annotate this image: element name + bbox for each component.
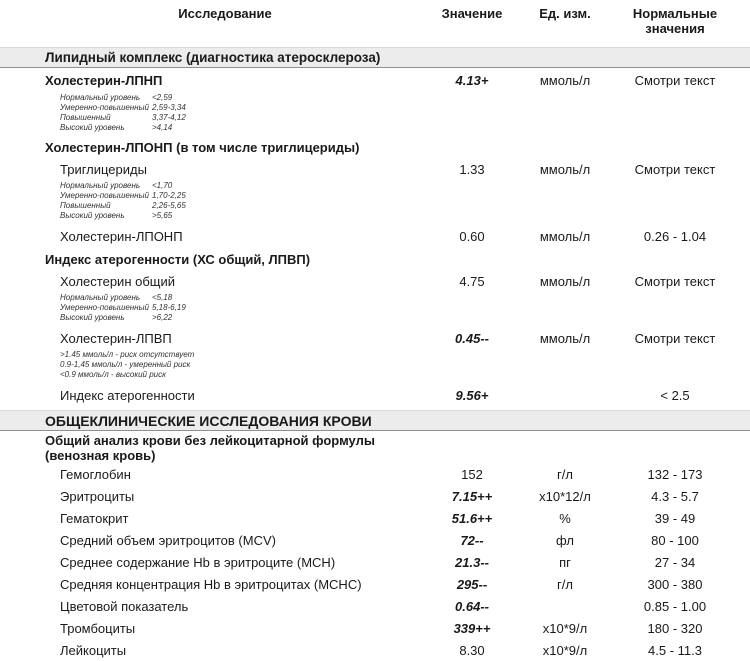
test-name: Средняя концентрация Hb в эритроцитах (MCHC)	[60, 576, 362, 592]
column-header-value: Значение	[441, 6, 503, 21]
note-line: Нормальный уровень <1,70	[60, 181, 173, 190]
reference-notes-ldl	[60, 93, 750, 133]
test-value: 4.75	[459, 273, 485, 289]
test-name: Эритроциты	[60, 488, 135, 504]
test-name: Гематокрит	[60, 510, 129, 526]
table-row-erythrocytes	[0, 485, 750, 507]
test-value: 152	[461, 466, 483, 482]
test-value: 7.15++	[451, 488, 493, 504]
table-row-atherogenic-index	[0, 384, 750, 406]
test-unit: х10*9/л	[542, 642, 588, 658]
note-line: >1.45 ммоль/л - риск отсутствует	[60, 350, 195, 359]
test-name: Холестерин-ЛПНП	[45, 72, 163, 88]
test-unit: х10*12/л	[539, 488, 591, 504]
table-row-total-cholesterol	[0, 270, 750, 292]
test-unit: г/л	[557, 576, 573, 592]
table-row-hemoglobin	[0, 463, 750, 485]
test-normal: 4.5 - 11.3	[648, 642, 702, 658]
test-normal: 300 - 380	[647, 576, 703, 592]
group-header-cbc	[0, 433, 750, 463]
column-header-normal-line1: Нормальные	[632, 6, 718, 21]
table-row-triglycerides	[0, 158, 750, 180]
table-row-hdl	[0, 327, 750, 349]
table-row-mch	[0, 551, 750, 573]
section-band-lipid	[0, 47, 750, 68]
test-unit: ммоль/л	[539, 72, 591, 88]
note-line: Высокий уровень >6,22	[60, 313, 173, 322]
test-normal: 180 - 320	[647, 620, 703, 636]
test-value: 0.64--	[455, 598, 489, 614]
group-header-vldl	[0, 137, 750, 158]
test-value: 339++	[453, 620, 491, 636]
test-normal: 0.26 - 1.04	[643, 228, 707, 244]
test-value: 4.13+	[455, 72, 489, 88]
test-value: 295--	[456, 576, 488, 592]
table-row-color-index	[0, 595, 750, 617]
test-unit: ммоль/л	[539, 228, 591, 244]
test-value: 0.45--	[455, 330, 489, 346]
note-line: <0.9 ммоль/л - высокий риск	[60, 370, 166, 379]
test-name: Гемоглобин	[60, 466, 131, 482]
table-row-hematocrit	[0, 507, 750, 529]
note-line: Умеренно-повышенный 1,70-2,25	[60, 191, 186, 200]
note-line: Высокий уровень >5,65	[60, 211, 173, 220]
section-title-lipid: Липидный комплекс (диагностика атеросклероза)	[45, 50, 381, 65]
note-line: Нормальный уровень <2,59	[60, 93, 173, 102]
test-name: Триглицериды	[60, 161, 147, 177]
test-name: Тромбоциты	[60, 620, 136, 636]
test-unit: г/л	[557, 466, 573, 482]
test-unit: ммоль/л	[539, 330, 591, 346]
reference-notes-total-cholesterol	[60, 293, 750, 323]
table-row-platelets	[0, 617, 750, 639]
note-line: Нормальный уровень <5,18	[60, 293, 173, 302]
table-row-ldl	[0, 68, 750, 92]
test-normal: 132 - 173	[647, 466, 703, 482]
test-name: Средний объем эритроцитов (MCV)	[60, 532, 276, 548]
column-header-unit: Ед. изм.	[539, 6, 591, 21]
column-header-test: Исследование	[178, 6, 272, 21]
test-value: 21.3--	[455, 554, 489, 570]
test-unit: пг	[559, 554, 571, 570]
test-name: Среднее содержание Hb в эритроците (MCH)	[60, 554, 336, 570]
test-unit: %	[559, 510, 571, 526]
note-line: Высокий уровень >4,14	[60, 123, 173, 132]
table-row-leukocytes	[0, 639, 750, 661]
group-title: Холестерин-ЛПОНП (в том числе триглицериды)	[45, 140, 360, 155]
table-header	[0, 0, 750, 36]
reference-notes-hdl	[60, 350, 750, 380]
table-row-mcv	[0, 529, 750, 551]
test-normal: Смотри текст	[634, 330, 716, 346]
test-name: Индекс атерогенности	[60, 387, 195, 403]
note-line: Умеренно-повышенный 2,59-3,34	[60, 103, 186, 112]
note-line: Повышенный 2,26-5,65	[60, 201, 186, 210]
table-row-vldl	[0, 225, 750, 247]
test-name: Холестерин-ЛПВП	[60, 330, 172, 346]
test-normal: Смотри текст	[634, 72, 716, 88]
test-value: 9.56+	[455, 387, 489, 403]
note-line: 0.9-1,45 ммоль/л - умеренный риск	[60, 360, 191, 369]
group-title: Индекс атерогенности (ХС общий, ЛПВП)	[45, 252, 311, 267]
test-name: Лейкоциты	[60, 642, 127, 658]
table-row-mchc	[0, 573, 750, 595]
test-normal: Смотри текст	[634, 161, 716, 177]
column-header-normal-line2: значения	[645, 21, 705, 36]
section-band-cbc	[0, 410, 750, 431]
column-header-normal	[606, 6, 744, 36]
test-value: 51.6++	[451, 510, 493, 526]
test-normal: < 2.5	[660, 387, 690, 403]
test-normal: 27 - 34	[654, 554, 696, 570]
test-normal: 0.85 - 1.00	[643, 598, 707, 614]
test-unit: х10*9/л	[542, 620, 588, 636]
section-title-cbc: ОБЩЕКЛИНИЧЕСКИЕ ИССЛЕДОВАНИЯ КРОВИ	[45, 412, 372, 429]
test-normal: 39 - 49	[654, 510, 696, 526]
reference-notes-triglycerides	[60, 181, 750, 221]
test-unit: ммоль/л	[539, 273, 591, 289]
test-normal: Смотри текст	[634, 273, 716, 289]
test-value: 72--	[460, 532, 484, 548]
test-normal: 4.3 - 5.7	[651, 488, 699, 504]
group-title: Общий анализ крови без лейкоцитарной формулы (венозная кровь)	[45, 433, 375, 463]
test-value: 8.30	[459, 642, 485, 658]
test-normal: 80 - 100	[651, 532, 699, 548]
test-name: Цветовой показатель	[60, 598, 189, 614]
note-line: Умеренно-повышенный 5,18-6,19	[60, 303, 186, 312]
test-value: 0.60	[459, 228, 485, 244]
test-value: 1.33	[459, 161, 485, 177]
test-unit: ммоль/л	[539, 161, 591, 177]
group-header-atherogenic-index	[0, 249, 750, 270]
test-unit: фл	[556, 532, 574, 548]
note-line: Повышенный 3,37-4,12	[60, 113, 186, 122]
test-name: Холестерин-ЛПОНП	[60, 228, 183, 244]
test-name: Холестерин общий	[60, 273, 176, 289]
